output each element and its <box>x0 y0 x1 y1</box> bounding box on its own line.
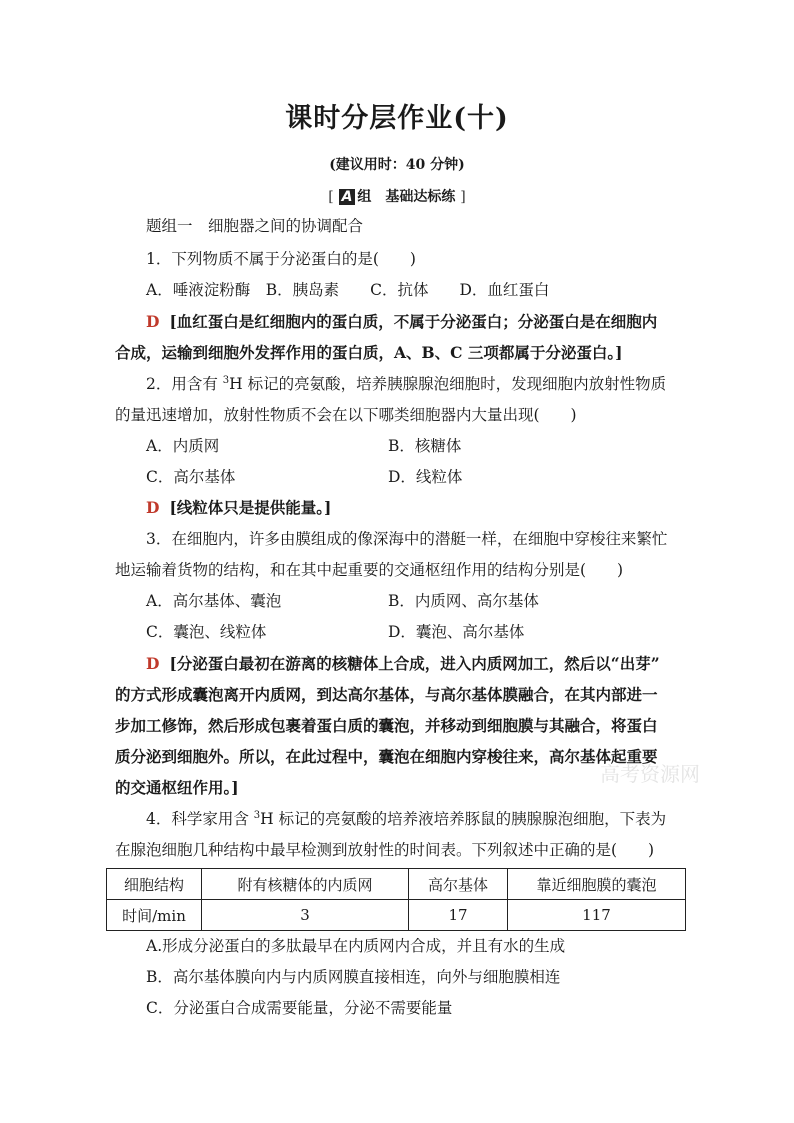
q3-option-a: A．高尔基体、囊泡 <box>146 592 282 610</box>
left-bracket: [ <box>328 189 334 205</box>
page-title: 课时分层作业(十) <box>285 103 509 134</box>
q1-answer-letter: D <box>146 312 160 331</box>
q4-option-b: B．高尔基体膜向内与内质网膜直接相连，向外与细胞膜相连 <box>146 968 561 986</box>
q1-answer-line2: 合成，运输到细胞外发挥作用的蛋白质，A、B、C 三项都属于分泌蛋白。] <box>115 343 623 362</box>
q4-option-c: C．分泌蛋白合成需要能量，分泌不需要能量 <box>146 999 453 1017</box>
q3-answer-line1 <box>146 654 660 674</box>
q3-answer-line2: 的方式形成囊泡离开内质网，到达高尔基体，与高尔基体膜融合，在其内部进一 <box>115 685 658 704</box>
q2-stem-post: H 标记的亮氨酸，培养胰腺腺泡细胞时，发现细胞内放射性物质 <box>229 375 667 393</box>
watermark: 高考资源网 <box>600 762 700 786</box>
table-cell: 117 <box>508 900 686 931</box>
table-header-cell: 附有核糖体的内质网 <box>202 869 409 900</box>
table-header-cell: 细胞结构 <box>107 869 202 900</box>
q3-option-b: B．内质网、高尔基体 <box>388 592 539 610</box>
table-header-row <box>107 869 686 900</box>
q3-option-d: D．囊泡、高尔基体 <box>388 623 525 641</box>
q2-stem-line2: 的量迅速增加，放射性物质不会在以下哪类细胞器内大量出现( ) <box>115 406 577 424</box>
timing-table <box>106 868 686 931</box>
q4-superscript: 3 <box>253 810 261 821</box>
table-cell: 3 <box>202 900 409 931</box>
table-cell: 17 <box>409 900 508 931</box>
q1-stem: 1．下列物质不属于分泌蛋白的是( ) <box>146 250 416 268</box>
table-header-cell: 高尔基体 <box>409 869 508 900</box>
q3-stem-line2: 地运输着货物的结构，和在其中起重要的交通枢纽作用的结构分别是( ) <box>115 561 624 579</box>
q2-answer <box>146 498 331 518</box>
q1-answer-line1 <box>146 312 657 332</box>
q3-answer-line5: 的交通枢纽作用。] <box>115 778 239 797</box>
section-heading: 题组一 细胞器之间的协调配合 <box>146 217 364 235</box>
group-badge <box>0 186 794 206</box>
group-letter-icon: A <box>339 189 356 205</box>
q2-stem-line1 <box>146 374 666 394</box>
q2-answer-letter: D <box>146 498 160 517</box>
q2-stem-pre: 2．用含有 <box>146 375 223 393</box>
q4-stem-line1 <box>146 809 666 829</box>
q4-stem-post: H 标记的亮氨酸的培养液培养豚鼠的胰腺腺泡细胞，下表为 <box>260 810 667 828</box>
group-label: 组 基础达标练 <box>357 189 456 205</box>
q3-answer-line3: 步加工修饰，然后形成包裹着蛋白质的囊泡，并移动到细胞膜与其融合，将蛋白 <box>115 716 658 735</box>
q4-stem-line2: 在腺泡细胞几种结构中最早检测到放射性的时间表。下列叙述中正确的是( ) <box>115 841 655 859</box>
q2-option-a: A．内质网 <box>146 437 220 455</box>
table-cell: 时间/min <box>107 900 202 931</box>
q1-options: A．唾液淀粉酶 B．胰岛素 C．抗体 D．血红蛋白 <box>146 281 550 299</box>
q4-stem-pre: 4．科学家用含 <box>146 810 254 828</box>
q2-option-c: C．高尔基体 <box>146 468 236 486</box>
q3-option-c: C．囊泡、线粒体 <box>146 623 267 641</box>
q2-option-b: B．核糖体 <box>388 437 462 455</box>
q2-superscript: 3 <box>222 375 230 386</box>
q3-answer-text1: [分泌蛋白最初在游离的核糖体上合成，进入内质网加工，然后以“出芽” <box>169 654 660 673</box>
q3-answer-letter: D <box>146 654 160 673</box>
q2-answer-text: [线粒体只是提供能量。] <box>169 498 332 517</box>
suggested-time: (建议用时：40 分钟) <box>329 157 465 173</box>
right-bracket: ] <box>460 189 466 205</box>
q4-option-a: A.形成分泌蛋白的多肽最早在内质网内合成，并且有水的生成 <box>146 937 566 955</box>
table-row <box>107 900 686 931</box>
q3-stem-line1: 3．在细胞内，许多由膜组成的像深海中的潜艇一样，在细胞中穿梭往来繁忙 <box>146 530 668 548</box>
q2-option-d: D．线粒体 <box>388 468 463 486</box>
table-header-cell: 靠近细胞膜的囊泡 <box>508 869 686 900</box>
q3-answer-line4: 质分泌到细胞外。所以，在此过程中，囊泡在细胞内穿梭往来，高尔基体起重要 <box>115 747 658 766</box>
q1-answer-text1: [血红蛋白是红细胞内的蛋白质，不属于分泌蛋白；分泌蛋白是在细胞内 <box>169 312 658 331</box>
